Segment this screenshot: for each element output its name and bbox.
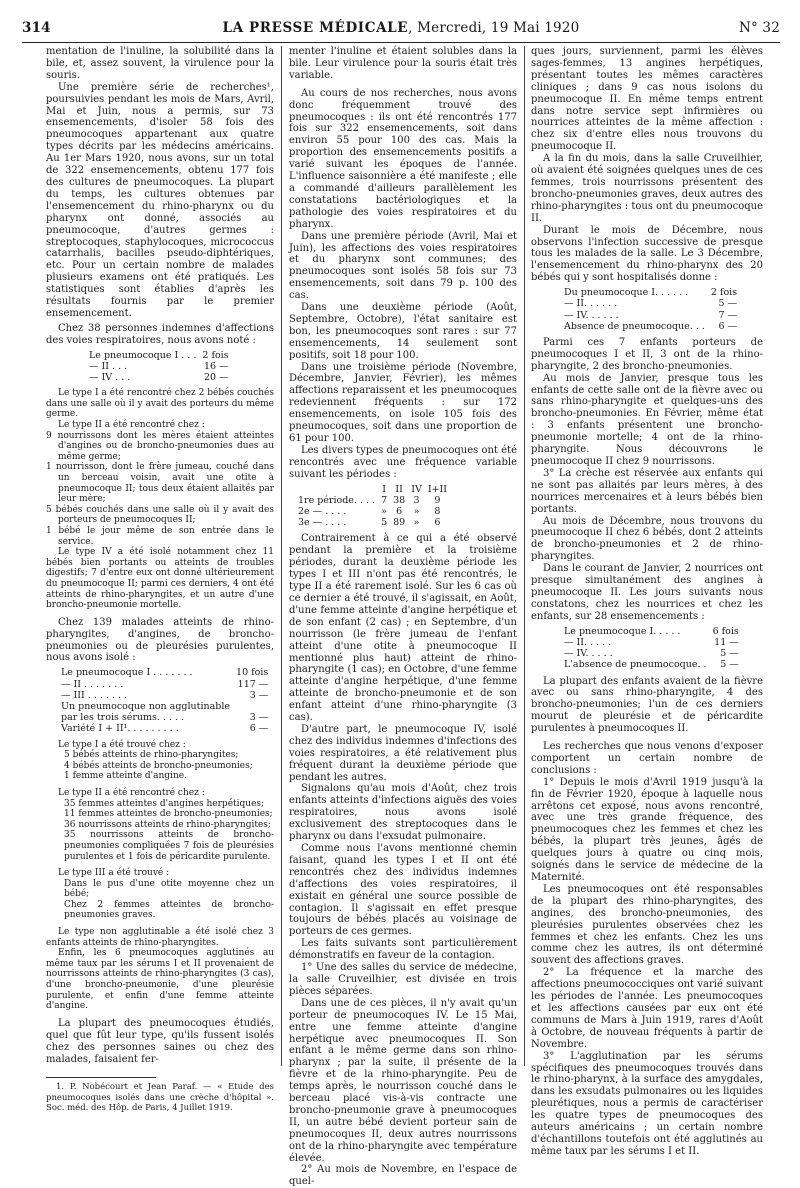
table-row [561,659,742,670]
table-periods [295,484,450,529]
row-label: Le pneumocoque I . . . [89,349,197,361]
paragraph: Signalons qu'au mois d'Août, chez trois enfants atteints d'infections aiguës des voies respiratoires, nous avons isolé exclusivement des streptocoques dans le pharynx ou dans l'exsudat pulmonaire. [289,783,517,843]
table-row [561,637,742,648]
paragraph: Le type III a été trouvé : [58,868,170,879]
paragraph: Chez 139 malades atteints de rhino-pharyngites, d'angines, de broncho-pneumonies ou de pleurésies purulentes, nous avons isolé : [46,616,274,664]
list-item: 36 nourrissons atteints de rhino-pharyngites; [64,819,271,830]
row-count: 5 — [718,298,738,310]
paragraph: La plupart des pneumocoques étudiés, quel que fût leur type, qu'ils fussent isolés chez des personnes saines ou chez des malades, faisaient fer- [46,1017,274,1065]
column-header: I+II [427,483,448,495]
journal-title: LA PRESSE MÉDICALE [222,20,409,36]
paragraph: Les recherches que nous venons d'exposer comportent un certain nombre de conclusions : [531,741,763,776]
list-item: 1 nourrisson, dont le frère jumeau, couché dans un berceau voisin, avait une otite à pneumocoque II; tous deux étaient allaités par leur mère; [46,462,274,505]
row-label: Absence de pneumocoque. . . [564,320,705,332]
row-count: 5 — [720,659,739,671]
row-count [233,701,271,712]
list-item: 1 bébé le jour même de son entrée dans le service. [46,525,274,547]
row-label: — II. . . . . . [564,298,618,310]
table-cell: 8 [434,506,441,518]
paragraph: Les divers types de pneumocoques ont été rencontrés avec une fréquence variable suivant les périodes : [289,444,517,480]
paragraph: ques jours, surviennent, parmi les élèves sages-femmes, 13 angines herpétiques, présentant toutes les mêmes caractères cliniques ; dans 9 cas nous isolons du pneumocoque II. En même temps entrent dans notre service sept infirmières ou nourrices atteintes de la même affection : chez six d'entre elles nous trouvons du pneumocoque II. [531,46,763,153]
row-label: par les trois sérums. . . . . [61,712,185,724]
paragraph: D'autre part, le pneumocoque IV, isolé chez des individus indemnes d'infections des voies respiratoires, a été relativement plus fréquent durant la deuxième période que pendant les autres. [289,723,517,783]
column-3 [531,46,763,1157]
list-item: 35 femmes atteintes d'angines herpétiques; [64,798,265,809]
row-count: 117 — [237,678,269,690]
row-label: 1re période. . . . [298,494,376,506]
table-row [58,667,271,678]
row-count: 7 — [718,309,738,321]
table-cell: » [381,506,387,518]
list-type1 [46,750,274,782]
paragraph: 2° Au mois de Novembre, en l'espace de quel- [289,1164,517,1188]
paragraph: La plupart des enfants avaient de la fièvre avec ou sans rhino-pharyngite, 4 des broncho-pneumonies; l'un de ces derniers mourut de pleurésie et de péricardite purulentes à pneumocoques II. [531,675,763,735]
paragraph: Enfin, les 6 pneumocoques agglutinés au même taux par les sérums I et II provenaient de nourrissons atteints de rhino-pharyngites (3 cas), d'une broncho-pneumonie, d'une pleurésie purulente, et enfin d'une femme atteinte d'angine. [46,948,274,1012]
table-cell: 6 [396,506,403,518]
list-type3 [46,879,274,921]
page-header [22,20,780,40]
column-divider-1 [281,46,282,1066]
paragraph: A la fin du mois, dans la salle Cruveilhier, où avaient été soignées quelques unes de ces femmes, trois nourrissons présentent des broncho-pneumonies graves, deux autres des rhino-pharyngites : tous ont du pneumocoque II. [531,153,763,224]
header-rule [22,42,780,43]
issue-date: , Mercredi, 19 Mai 1920 [408,20,580,36]
paragraph: Une première série de recherches¹, poursuivies pendant les mois de Mars, Avril, Mai et Juin, nous a permis, sur 73 ensemencements, d'isoler 58 fois des pneumocoques appartenant aux quatre types décrits par les médecins américains. Au 1er Mars 1920, nous avons, sur un total de 322 ensemencements, obtenu 177 fois des cultures de pneumocoques. La plupart du temps, les cultures obtenues par l'ensemencement du rhino-pharynx ou du pharynx ont donné, associés au pneumocoque, d'autres germes : streptocoques, staphylocoques, micrococcus catarrhalis, bacilles pseudo-diphtériques, etc. Pour un certain nombre de malades plusieurs examens ont été pratiqués. Les statistiques sont établies d'après les résultats fournis par le premier ensemencement. [46,81,274,319]
table-row [58,701,271,712]
row-label: — IV. . . . . . [564,309,619,321]
paragraph: 1° Depuis le mois d'Avril 1919 jusqu'à la fin de Février 1920, époque à laquelle nous arrêtons cet exposé, nous avons rencontré, avec une très grande fréquence, des pneumocoques chez les femmes et chez les bébés, la plupart très jeunes, âgés de quelques jours à quatre ou cinq mois, soignés dans le service de médecine de la Maternité. [531,776,763,883]
paragraph: Le type II a été rencontré chez : [58,420,205,431]
paragraph: Durant le mois de Décembre, nous observons l'infection successive de presque tous les malades de la salle. Le 3 Décembre, l'ensemencement du rhino-pharynx des 20 bébés qui y sont hospitalisés donne : [531,224,763,284]
row-label: — II. . . . . [564,636,612,648]
row-label: — II . . . [89,360,128,372]
table-row [561,287,740,298]
masthead [22,20,780,36]
paragraph: Les pneumocoques ont été responsables de la plupart des rhino-pharyngites, des angines, des broncho-pneumonies, des pleurésies purulentes observées chez les femmes et chez les enfants. Chez les uns comme chez les autres, ils ont déterminé souvent des affections graves. [531,883,763,967]
table-row [561,321,740,332]
table-row [58,712,271,723]
footnote-rule [46,1077,156,1078]
paragraph: Dans une première période (Avril, Mai et Juin), les affections des voies respiratoires et du pharynx sont communes; des pneumocoques sont isolés 58 fois sur 73 ensemencements, soit dans 79 p. 100 des cas. [289,230,517,302]
paragraph: 3° L'agglutination par les sérums spécifiques des pneumocoques trouvés dans le rhino-pharynx, à la surface des amygdales, dans les exsudats pulmonaires ou les liquides pleurétiques, nous a permis de caractériser les quatre types de pneumocoques des auteurs américains ; un certain nombre d'échantillons toutefois ont été agglutinés au même taux par les sérums I et II. [531,1050,763,1157]
list-item: 35 nourrissons atteints de broncho-pneumonies compliquées 7 fois de pleurésies purulentes et 1 fois de péricardite purulente. [64,830,274,862]
list-item: 9 nourrissons dont les mères étaient atteintes d'angines ou de broncho-pneumonies dues au même germe; [46,430,274,462]
list-item: 1 femme atteinte d'angine. [64,771,187,782]
row-count: 10 fois [236,667,269,679]
row-label: — III . . . . . . . [61,689,128,701]
table-row [561,298,740,309]
table-row [86,361,232,372]
paragraph: Parmi ces 7 enfants porteurs de pneumocoques I et II, 3 ont de la rhino-pharyngite, 2 des broncho-pneumonies. [531,336,763,372]
list-type2-healthy [46,431,274,548]
row-label: 3e — . . . . [298,517,347,529]
paragraph: Chez 38 personnes indemnes d'affections des voies respiratoires, nous avons noté : [46,322,274,346]
table-cell: 7 [381,494,388,506]
row-label: Le pneumocoque I. . . . . [564,625,681,637]
row-count: 11 — [714,636,739,648]
row-label: — IV. . . . . [564,648,613,660]
issue-number: N° 32 [738,20,780,36]
paragraph: Le type IV a été isolé notamment chez 11 bébés bien portants ou atteints de troubles digestifs; 7 d'entre eux ont donné ultérieurement du pneumocoque II; parmi ces derniers, 4 ont été atteints de rhino-pharyngites, et un autre d'une broncho-pneumonie mortelle. [46,547,274,611]
row-count: 3 — [249,689,269,701]
table-row [58,690,271,701]
row-count: 2 fois [710,287,738,299]
list-item: 5 bébés couchés dans une salle où il y avait des porteurs de pneumocoques II; [46,504,274,526]
paragraph: Le type non agglutinable a été isolé chez 3 enfants atteints de rhino-pharyngites. [46,927,274,948]
table-header-row [295,484,450,495]
column-divider-2 [524,46,525,1066]
header-blank [295,484,378,495]
table-row [561,648,742,659]
paragraph: Le type II a été rencontré chez : [58,787,205,798]
column-1 [46,46,274,1113]
table-cell: » [413,506,420,518]
paragraph: Au cours de nos recherches, nous avons donc fréquemment trouvé des pneumocoques : ils ont été rencontrés 177 fois sur 322 ensemencements, soit dans environ 55 pour 100 des cas. Mais la proportion des ensemencements positifs a varié suivant les époques de l'année. L'influence saisonnière a été manifeste ; elle a commandé d'ailleurs parallèlement les constatations bactériologiques et la pathologie des voies respiratoires et du pharynx. [289,87,517,230]
paragraph: 1° Une des salles du service de médecine, la salle Cruveilhier, est divisée en trois pièces séparées. [289,962,517,997]
table-row [561,310,740,321]
paragraph: 3° La crèche est réservée aux enfants qui ne sont pas allaités par leurs mères, à des nourrices mercenaires et à leurs bébés bien portants. [531,467,763,515]
row-count: 3 — [249,712,269,724]
paragraph: menter l'inuline et étaient solubles dans la bile. Leur virulence pour la souris était très variable. [289,46,517,81]
list-item: 11 femmes atteintes de broncho-pneumonies; [64,809,273,820]
paragraph: Dans une troisième période (Novembre, Décembre, Janvier, Février), les mêmes affections reparaissent et les pneumocoques redeviennent fréquents : sur 172 ensemencements, on isole 105 fois des pneumocoques, soit dans une proportion de 61 pour 100. [289,361,517,444]
table-row [295,495,450,506]
row-label: Le pneumocoque I . . . . . . . [61,667,193,679]
row-count: 6 — [249,723,269,735]
table-cell: 9 [434,494,441,506]
table-cell: 89 [393,517,406,529]
list-type2 [46,799,274,863]
column-header: I [382,483,386,495]
row-count: 2 fois [202,349,229,361]
row-count: 6 fois [712,625,739,637]
row-count: 5 — [720,648,739,660]
column-header: II [395,483,403,495]
paragraph: Le type I a été trouvé chez : [58,739,186,750]
table-row [86,372,232,383]
list-item: Chez 2 femmes atteintes de broncho-pneumonies graves. [64,899,274,921]
table-cell: 6 [434,517,441,529]
paragraph: mentation de l'inuline, la solubilité dans la bile, et, assez souvent, la virulence pour la souris. [46,46,274,81]
table-cell: 5 [381,517,388,529]
paragraph: Au mois de Décembre, nous trouvons du pneumocoque II chez 6 bébés, dont 2 atteints de broncho-pneumonies et 2 de rhino-pharyngites. [531,515,763,563]
table-row [561,626,742,637]
row-label: L'absence de pneumocoque. . [564,659,707,671]
table-row [295,506,450,517]
paragraph: Dans une deuxième période (Août, Septembre, Octobre), l'état sanitaire est bon, les pneumocoques sont rares : sur 77 ensemencements, 14 seulement sont positifs, soit 18 pour 100. [289,302,517,361]
row-count: 6 — [718,320,738,332]
column-2 [289,46,517,1188]
row-label: Un pneumocoque non agglutinable [61,700,231,712]
paragraph: 2° La fréquence et la marche des affections pneumococciques ont varié suivant les périodes de l'année. Les pneumocoques et les affections causées par eux ont été communs de Mars à Juin 1919, rares d'Août à Octobre, de nouveau fréquents à partir de Novembre. [531,967,763,1050]
table-row [295,517,450,528]
page-number: 314 [22,20,51,36]
row-label: — II . . . . . . . [61,678,124,690]
paragraph: Le type I a été rencontré chez 2 bébés couchés dans une salle où il y avait des porteurs du même germe. [46,388,274,420]
table-row [58,679,271,690]
list-item: 4 bébés atteints de broncho-pneumonies; [64,760,253,771]
table-row [86,350,232,361]
paragraph: Contrairement à ce qui a été observé pendant la première et la troisième périodes, durant la deuxième période les types I et III n'ont pas été rencontrés, le type II a été rarement isolé. Sur les 6 cas où ce dernier a été trouvé, il s'agissait, en Août, d'une femme atteinte d'angine herpétique et de son enfant (2 cas) ; en Septembre, d'un nourrisson (le frère jumeau de l'enfant atteint d'une otite à pneumocoque II mentionné plus haut) atteint de rhino-pharyngite (1 cas); en Octobre, d'une femme atteinte d'angine herpétique, d'une femme atteinte de broncho-pneumonie et de son enfant atteint d'une rhino-pharyngite (3 cas). [289,533,517,724]
table-cell: 38 [393,494,406,506]
list-item: Dans le pus d'une otite moyenne chez un bébé; [64,878,274,900]
list-item: 5 bébés atteints de rhino-pharyngites; [64,750,239,761]
table-row [58,723,271,734]
table-january [561,626,742,671]
paragraph: Comme nous l'avons mentionné chemin faisant, quand les types I et II ont été rencontrés chez des individus indemnes d'affections des voies respiratoires, il existait en général une source possible de contagion. Il s'agissait en effet presque toujours de bébés placés au voisinage de porteurs de ces germes. [289,843,517,938]
row-count: 20 — [203,372,229,384]
row-label: 2e — . . . . [298,506,347,518]
table-healthy-types [86,350,232,384]
row-count: 16 — [203,360,229,372]
row-label: Variété I + II¹. . . . . . . . . [61,723,179,735]
table-december [561,287,740,332]
paragraph: Les faits suivants sont particulièrement démonstratifs en faveur de la contagion. [289,938,517,962]
paragraph: Dans une de ces pièces, il n'y avait qu'un porteur de pneumocoques IV. Le 15 Mai, entre une femme atteinte d'angine herpétique avec pneumocoques II. Son enfant a le même germe dans son rhino-pharynx ; par la suite, il présente de la fièvre et de la rhino-pharyngite. Peu de temps après, le nourrisson couché dans le berceau placé vis-à-vis contracte une broncho-pneumonie grave à pneumocoques II, un autre bébé devient porteur sain de pneumocoques II, deux autres nourrissons ont de la rhino-pharyngite avec température élevée. [289,997,517,1164]
paragraph: Dans le courant de Janvier, 2 nourrices ont presque simultanément des angines à pneumocoque II. Les jours suivants nous constatons, chez les nourrices et chez les enfants, sur 28 ensemencements : [531,563,763,622]
row-label: Du pneumocoque I. . . . . . [564,287,689,299]
paragraph: Au mois de Janvier, presque tous les enfants de cette salle ont de la fièvre avec ou sans rhino-pharyngite et quelques-uns des broncho-pneumonies. En Février, même état : 3 enfants présentent une broncho-pneumonie mortelle; 4 ont de la rhino-pharyngite. Nous découvrons le pneumocoque II chez 9 nourrissons. [531,372,763,467]
footnote: 1. P. Nobécourt et Jean Paraf. — « Etude des pneumocoques isolés dans une crèche d'hôpital ». Soc. méd. des Hôp. de Paris, 4 Juillet 1919. [46,1082,274,1113]
table-sick-types [58,667,271,734]
row-label: — IV . . . [89,372,131,384]
table-cell: » [413,517,420,529]
column-header: IV [411,483,422,495]
table-cell: 3 [413,494,420,506]
